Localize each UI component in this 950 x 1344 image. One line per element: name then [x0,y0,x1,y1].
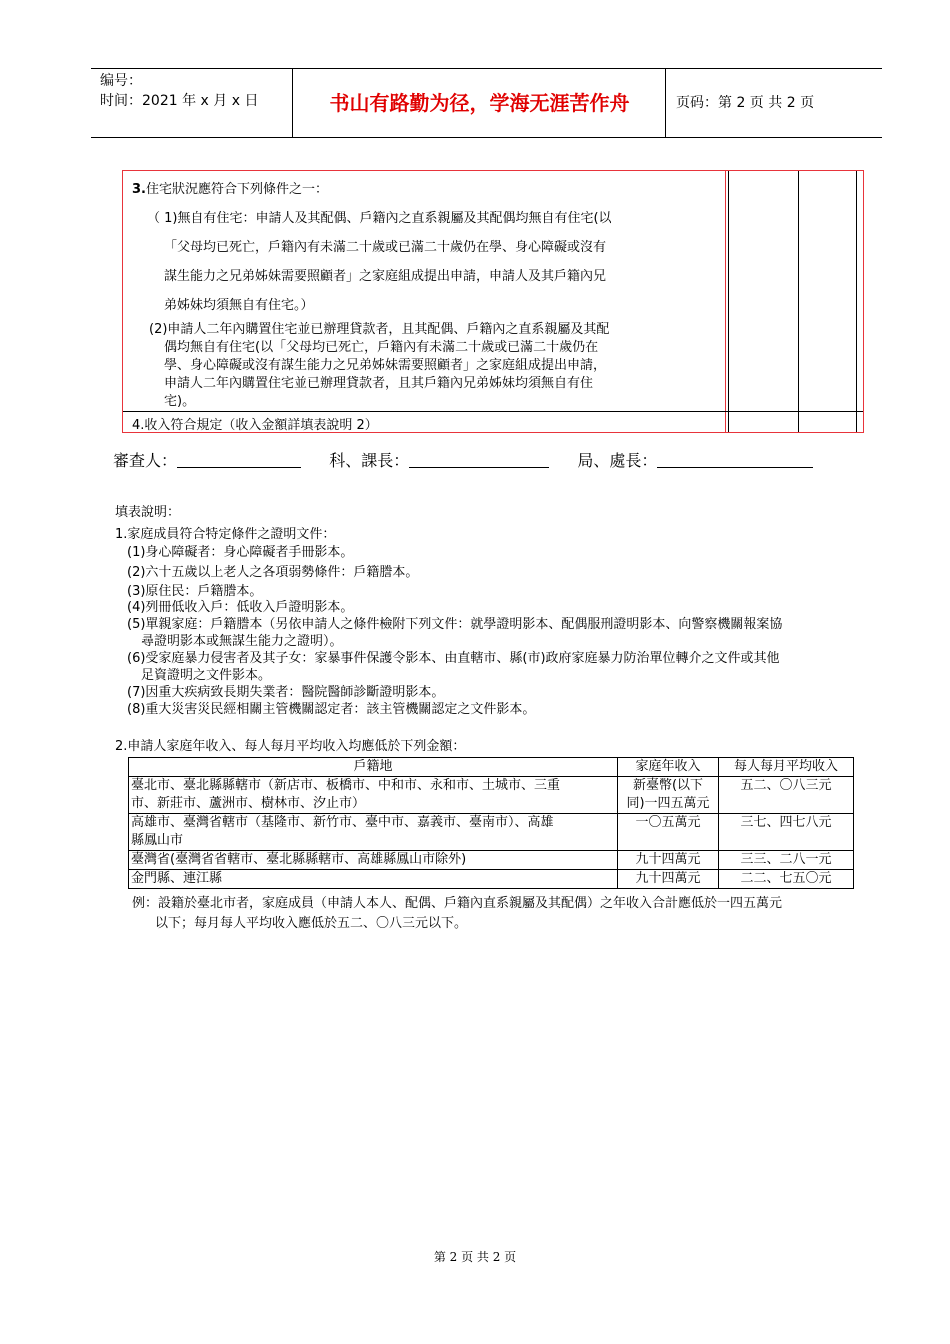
monthly-cell: 二二、七五〇元 [719,870,854,889]
notes-title: 填表說明： [115,505,181,520]
header-annual: 家庭年收入 [618,758,719,777]
sub2-line: 申請人二年內購置住宅並已辦理貸款者，且其戶籍內兄弟姊妹均須無自有住 [164,376,594,391]
sub1-line: 「父母均已死亡，戶籍內有未滿二十歲或已滿二十歲仍在學、身心障礙或沒有 [164,240,607,255]
note1-item: (5)單親家庭：戶籍謄本（另依申請人之條件檢附下列文件：就學證明影本、配偶服刑證明影本、向警察機關報案協 [127,617,783,632]
note1-item: (6)受家庭暴力侵害者及其子女：家暴事件保護令影本、由直轄市、縣(市)政府家庭暴力防治單位轉介之文件或其他 [127,651,780,666]
document-header [91,68,882,138]
note1-item: (3)原住民：戶籍謄本。 [127,584,263,599]
table-row [129,777,854,814]
sub1-line: 謀生能力之兄弟姊妹需要照顧者」之家庭組成提出申請，申請人及其戶籍內兄 [164,269,607,284]
note1-item: (7)因重大疾病致長期失業者：醫院醫師診斷證明影本。 [127,685,445,700]
item3-title: 住宅狀況應符合下列條件之一： [145,182,328,197]
page-label: 页码：第 2 页 共 2 页 [676,95,815,111]
note1-title: 1.家庭成員符合特定條件之證明文件： [115,527,336,542]
table-row [129,870,854,889]
example-line: 例：設籍於臺北市者，家庭成員（申請人本人、配偶、戶籍內直系親屬及其配偶）之年收入合計應低於一四五萬元 [132,896,783,911]
signature-row [113,448,813,471]
reviewer-label: 審查人： [113,451,178,470]
header-monthly: 每人每月平均收入 [719,758,854,777]
note1-item: (2)六十五歲以上老人之各項弱勢條件：戶籍謄本。 [127,565,419,580]
reviewer-signature-line[interactable] [177,453,301,468]
criteria-table [122,170,864,433]
director-signature-line[interactable] [657,453,813,468]
region-cell: 臺北市、臺北縣縣轄市（新店市、板橋市、中和市、永和市、土城市、三重 市、新莊市、蘆洲市、樹林市、汐止市） [129,777,618,814]
column-divider [856,171,857,432]
sub2-line: 宅)。 [164,394,196,409]
column-divider [798,171,799,432]
monthly-cell: 五二、〇八三元 [719,777,854,814]
example-line-cont: 以下；每月每人平均收入應低於五二、〇八三元以下。 [155,916,468,931]
header-motto: 书山有路勤为径，学海无涯苦作舟 [294,69,666,137]
note1-item: (4)列冊低收入戶：低收入戶證明影本。 [127,600,354,615]
sub2-line: 偶均無自有住宅(以「父母均已死亡，戶籍內有未滿二十歲或已滿二十歲仍在 [164,340,599,355]
region-cell: 金門縣、連江縣 [129,870,618,889]
income-table [128,757,854,889]
region-cell: 臺灣省(臺灣省省轄市、臺北縣縣轄市、高雄縣鳳山市除外) [129,851,618,870]
note1-item: (1)身心障礙者：身心障礙者手冊影本。 [127,545,354,560]
table-header-row [129,758,854,777]
number-label: 编号： [100,73,142,89]
annual-cell: 九十四萬元 [618,851,719,870]
note1-item: (8)重大災害災民經相關主管機關認定者：該主管機關認定之文件影本。 [127,702,536,717]
annual-cell: 新臺幣(以下 同)一四五萬元 [618,777,719,814]
note2-title: 2.申請人家庭年收入、每人每月平均收入均應低於下列金額： [115,739,466,754]
annual-cell: 九十四萬元 [618,870,719,889]
table-row [129,814,854,851]
item3-number: 3. [132,182,146,197]
monthly-cell: 三三、二八一元 [719,851,854,870]
section-chief-label: 科、課長： [329,451,410,470]
table-row [129,851,854,870]
region-cell: 高雄市、臺灣省轄市（基隆市、新竹市、臺中市、嘉義市、臺南市）、高雄 縣鳳山市 [129,814,618,851]
sub1-line: （ 1)無自有住宅：申請人及其配偶、戶籍內之直系親屬及其配偶均無自有住宅(以 [147,211,612,226]
sub2-line: (2)申請人二年內購置住宅並已辦理貸款者，且其配偶、戶籍內之直系親屬及其配 [149,322,610,337]
header-meta [91,69,293,137]
time-label: 时间：2021 年 x 月 x 日 [100,93,259,109]
annual-cell: 一〇五萬元 [618,814,719,851]
item4-text: 4.收入符合規定（收入金額詳填表說明 2） [132,418,378,433]
note1-item-cont: 尋證明影本或無謀生能力之證明）。 [141,634,343,649]
sub1-line: 弟姊妹均須無自有住宅。） [164,298,314,313]
note1-item-cont: 足資證明之文件影本。 [141,668,272,683]
column-divider [728,171,729,432]
column-divider [725,171,726,432]
page-footer: 第 2 页 共 2 页 [433,1250,517,1264]
monthly-cell: 三七、四七八元 [719,814,854,851]
item3-heading [132,178,328,197]
director-label: 局、處長： [577,451,658,470]
section-chief-signature-line[interactable] [409,453,549,468]
row-divider [123,411,863,412]
sub2-line: 學、身心障礙或沒有謀生能力之兄弟姊妹需要照顧者」之家庭組成提出申請， [164,358,607,373]
header-region: 戶籍地 [129,758,618,777]
